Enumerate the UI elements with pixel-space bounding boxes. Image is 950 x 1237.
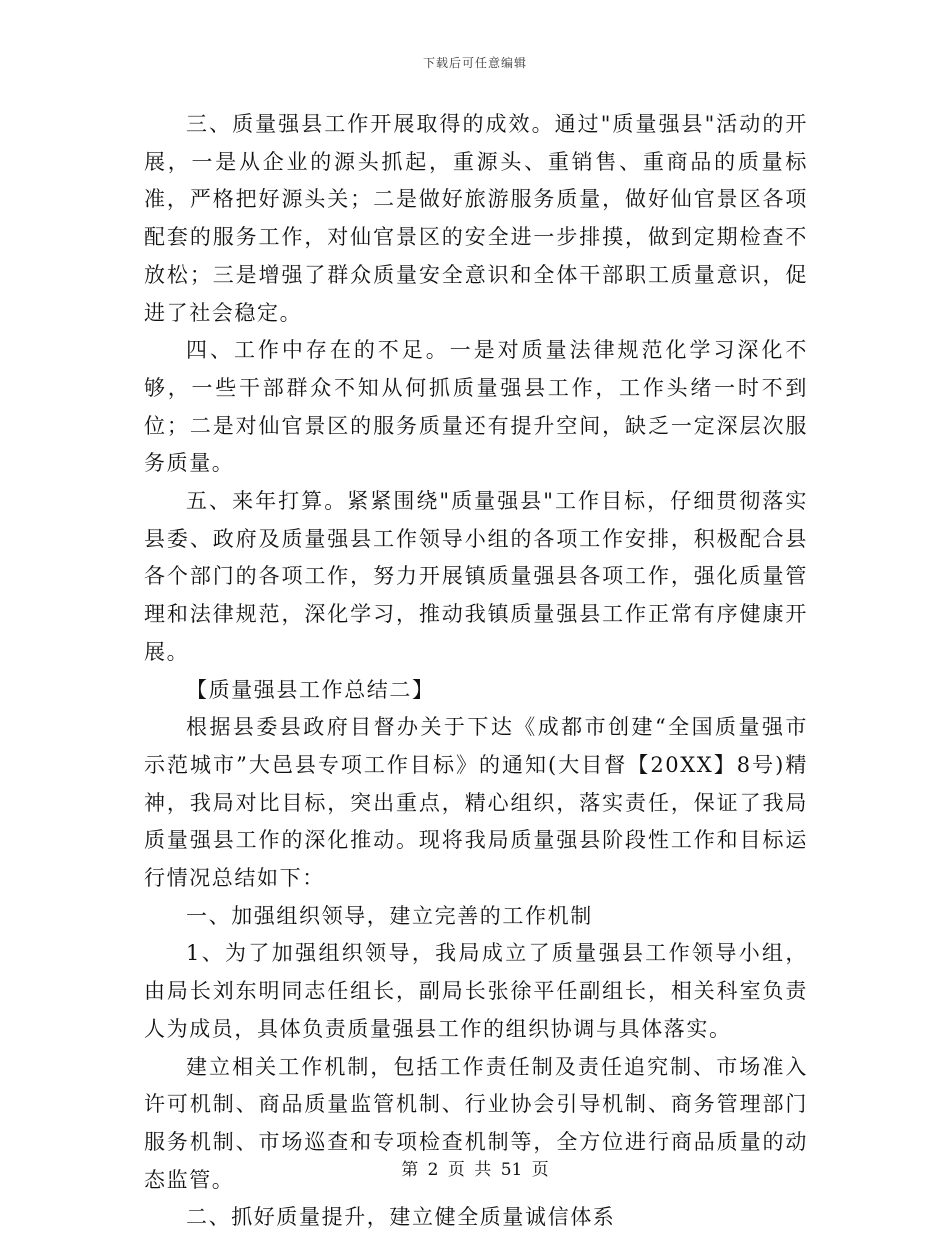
page-header: 下载后可任意编辑: [422, 56, 527, 70]
document-body: [144, 106, 808, 1237]
page-number-footer: 第 2 页 共 51 页: [401, 1160, 549, 1180]
section-title-summary-two: 【质量强县工作总结二】: [186, 677, 435, 702]
paragraph-leadership-group: 1、为了加强组织领导，我局成立了质量强县工作领导小组，由局长刘东明同志任组长，副局长张徐平任副组长，相关科室负责人为成员，具体负责质量强县工作的组织协调与具体落实。: [144, 941, 808, 1041]
heading-organization-leadership: 一、加强组织领导，建立完善的工作机制: [186, 903, 593, 928]
paragraph-work-mechanisms: 建立相关工作机制，包括工作责任制及责任追究制、市场准入许可机制、商品质量监管机制、行业协会引导机制、商务管理部门服务机制、市场巡查和专项检查机制等，全方位进行商品质量的动态监管。: [144, 1054, 808, 1192]
paragraph-achievements: 三、质量强县工作开展取得的成效。通过"质量强县"活动的开展，一是从企业的源头抓起，重源头、重销售、重商品的质量标准，严格把好源头关；二是做好旅游服务质量，做好仙官景区各项配套的服务工作，对仙官景区的安全进一步排摸，做到定期检查不放松；三是增强了群众质量安全意识和全体干部职工质量意识，促进了社会稳定。: [144, 112, 808, 325]
paragraph-next-year-plan: 五、来年打算。紧紧围绕"质量强县"工作目标，仔细贯彻落实县委、政府及质量强县工作领导小组的各项工作安排，积极配合县各个部门的各项工作，努力开展镇质量强县各项工作，强化质量管理和法律规范，深化学习，推动我镇质量强县工作正常有序健康开展。: [144, 489, 808, 664]
paragraph-intro: 根据县委县政府目督办关于下达《成都市创建“全国质量强市示范城市”大邑县专项工作目标》的通知(大目督【20XX】8号)精神，我局对比目标，突出重点，精心组织，落实责任，保证了我局质量强县工作的深化推动。现将我局质量强县阶段性工作和目标运行情况总结如下：: [144, 715, 808, 891]
heading-quality-improvement: 二、抓好质量提升，建立健全质量诚信体系: [186, 1205, 616, 1230]
paragraph-shortcomings: 四、工作中存在的不足。一是对质量法律规范化学习深化不够，一些干部群众不知从何抓质量强县工作，工作头绪一时不到位；二是对仙官景区的服务质量还有提升空间，缺乏一定深层次服务质量。: [144, 338, 808, 476]
